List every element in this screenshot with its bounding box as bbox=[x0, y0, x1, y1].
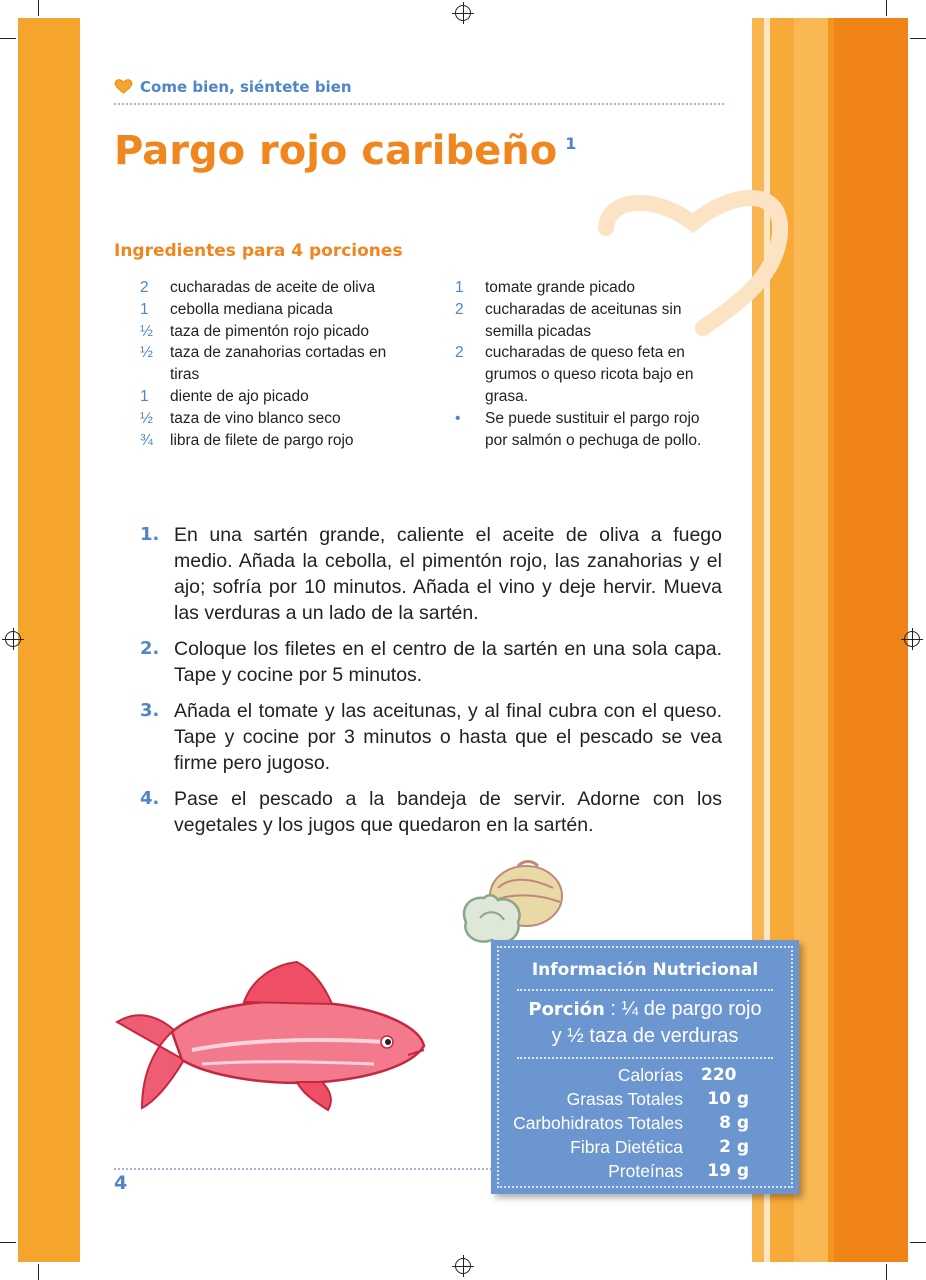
note-bullet: • bbox=[455, 409, 461, 427]
ingredient-qty: 1 bbox=[140, 387, 149, 405]
ingredient-item bbox=[140, 277, 410, 299]
ingredient-text: taza de pimentón rojo picado bbox=[170, 322, 370, 340]
portion-line-2: y ½ taza de verduras bbox=[551, 1025, 739, 1047]
preparation-steps bbox=[140, 522, 722, 848]
ingredient-qty: 1 bbox=[140, 300, 149, 318]
ingredient-item bbox=[140, 430, 410, 452]
nutrient-value: 10 g bbox=[707, 1089, 749, 1109]
ingredient-text: cucharadas de queso feta en grumos o queso ricota bajo en grasa. bbox=[485, 344, 694, 405]
section-title: Come bien, siéntete bien bbox=[140, 78, 352, 96]
ingredient-text: tomate grande picado bbox=[485, 279, 635, 296]
nutrient-value: 2 g bbox=[719, 1137, 749, 1157]
ingredient-qty: ½ bbox=[140, 344, 153, 362]
ingredients-right-column bbox=[455, 277, 710, 451]
step-text: Pase el pescado a la bandeja de servir. Adorne con los vegetales y los jugos que quedaron en la sartén. bbox=[174, 788, 722, 836]
note-text: Se puede sustituir el pargo rojo por salmón o pechuga de pollo. bbox=[485, 409, 702, 449]
ingredient-qty: 2 bbox=[455, 344, 464, 362]
ingredient-item bbox=[455, 299, 710, 343]
ingredient-item bbox=[455, 277, 710, 299]
ingredient-item bbox=[455, 342, 710, 407]
nutrition-row bbox=[499, 1159, 791, 1183]
nutrient-value: 220 bbox=[701, 1065, 737, 1085]
step-text: Coloque los filetes en el centro de la sartén en una sola capa. Tape y cocine por 5 minutos. bbox=[174, 638, 722, 686]
nutrient-label: Proteínas bbox=[608, 1161, 683, 1181]
nutrient-label: Grasas Totales bbox=[566, 1089, 683, 1109]
nutrient-label: Calorías bbox=[617, 1065, 683, 1085]
page-number: 4 bbox=[114, 1172, 128, 1194]
nutrition-rows bbox=[499, 1063, 791, 1183]
step-item bbox=[140, 636, 722, 688]
ingredient-item bbox=[140, 299, 410, 321]
portion-label: Porción bbox=[528, 999, 605, 1020]
ingredients-left-column bbox=[140, 277, 410, 451]
nutrient-label: Carbohidratos Totales bbox=[513, 1113, 683, 1133]
ingredient-qty: ¾ bbox=[140, 431, 153, 449]
step-number: 3. bbox=[140, 700, 160, 721]
ingredients-heading: Ingredientes para 4 porciones bbox=[114, 241, 403, 261]
ingredient-item bbox=[140, 321, 410, 343]
ingredient-qty: ½ bbox=[140, 322, 153, 340]
step-item bbox=[140, 522, 722, 626]
step-text: En una sartén grande, caliente el aceite de oliva a fuego medio. Añada la cebolla, el pimentón rojo, las zanahorias y el ajo; sofría por 10 minutos. Añada el vino y deje hervir. Mueva las verduras a un lado de la sartén. bbox=[174, 524, 722, 624]
nutrition-row bbox=[499, 1135, 791, 1159]
nutrition-row bbox=[499, 1087, 791, 1111]
nutrition-row bbox=[499, 1111, 791, 1135]
ingredient-item bbox=[140, 342, 410, 386]
ingredient-text: taza de zanahorias cortadas en tiras bbox=[170, 344, 387, 384]
ingredient-qty: ½ bbox=[140, 409, 153, 427]
ingredient-text: taza de vino blanco seco bbox=[170, 409, 341, 427]
ingredient-text: cucharadas de aceite de oliva bbox=[170, 279, 376, 296]
section-header bbox=[114, 76, 724, 105]
ingredient-text: libra de filete de pargo rojo bbox=[170, 431, 354, 449]
step-item bbox=[140, 698, 722, 776]
nutrition-divider bbox=[517, 1057, 773, 1059]
onion-garlic-illustration bbox=[458, 858, 568, 948]
nutrition-portion bbox=[499, 996, 791, 1049]
step-item bbox=[140, 786, 722, 838]
left-orange-band bbox=[18, 18, 80, 1262]
ingredient-text: cebolla mediana picada bbox=[170, 300, 333, 318]
nutrient-value: 19 g bbox=[707, 1161, 749, 1181]
ingredient-qty: 2 bbox=[455, 300, 464, 318]
nutrient-label: Fibra Dietética bbox=[570, 1137, 683, 1157]
recipe-title bbox=[114, 128, 576, 174]
header-divider bbox=[114, 103, 724, 105]
ingredient-qty: 1 bbox=[455, 279, 464, 296]
step-number: 4. bbox=[140, 788, 160, 809]
ingredient-text: cucharadas de aceitunas sin semilla picadas bbox=[485, 300, 682, 340]
nutrition-info-box bbox=[491, 940, 799, 1194]
nutrient-value: 8 g bbox=[719, 1113, 749, 1133]
footnote-reference: 1 bbox=[565, 134, 577, 153]
recipe-title-text: Pargo rojo caribeño bbox=[114, 128, 558, 174]
heart-icon bbox=[114, 79, 133, 94]
nutrition-title: Información Nutricional bbox=[531, 960, 759, 980]
red-snapper-illustration bbox=[112, 960, 428, 1115]
ingredient-item bbox=[140, 386, 410, 408]
substitution-note bbox=[455, 408, 710, 452]
step-text: Añada el tomate y las aceitunas, y al final cubra con el queso. Tape y cocine por 3 minutos o hasta que el pescado se vea firme pero jugoso. bbox=[174, 700, 722, 774]
footer-divider bbox=[114, 1168, 492, 1170]
nutrition-divider bbox=[517, 989, 773, 991]
portion-line-1: : ¼ de pargo rojo bbox=[604, 998, 762, 1020]
step-number: 2. bbox=[140, 638, 160, 659]
step-number: 1. bbox=[140, 524, 160, 545]
ingredient-text: diente de ajo picado bbox=[170, 387, 309, 405]
ingredient-item bbox=[140, 408, 410, 430]
nutrition-row bbox=[499, 1063, 791, 1087]
ingredient-qty: 2 bbox=[140, 279, 149, 296]
